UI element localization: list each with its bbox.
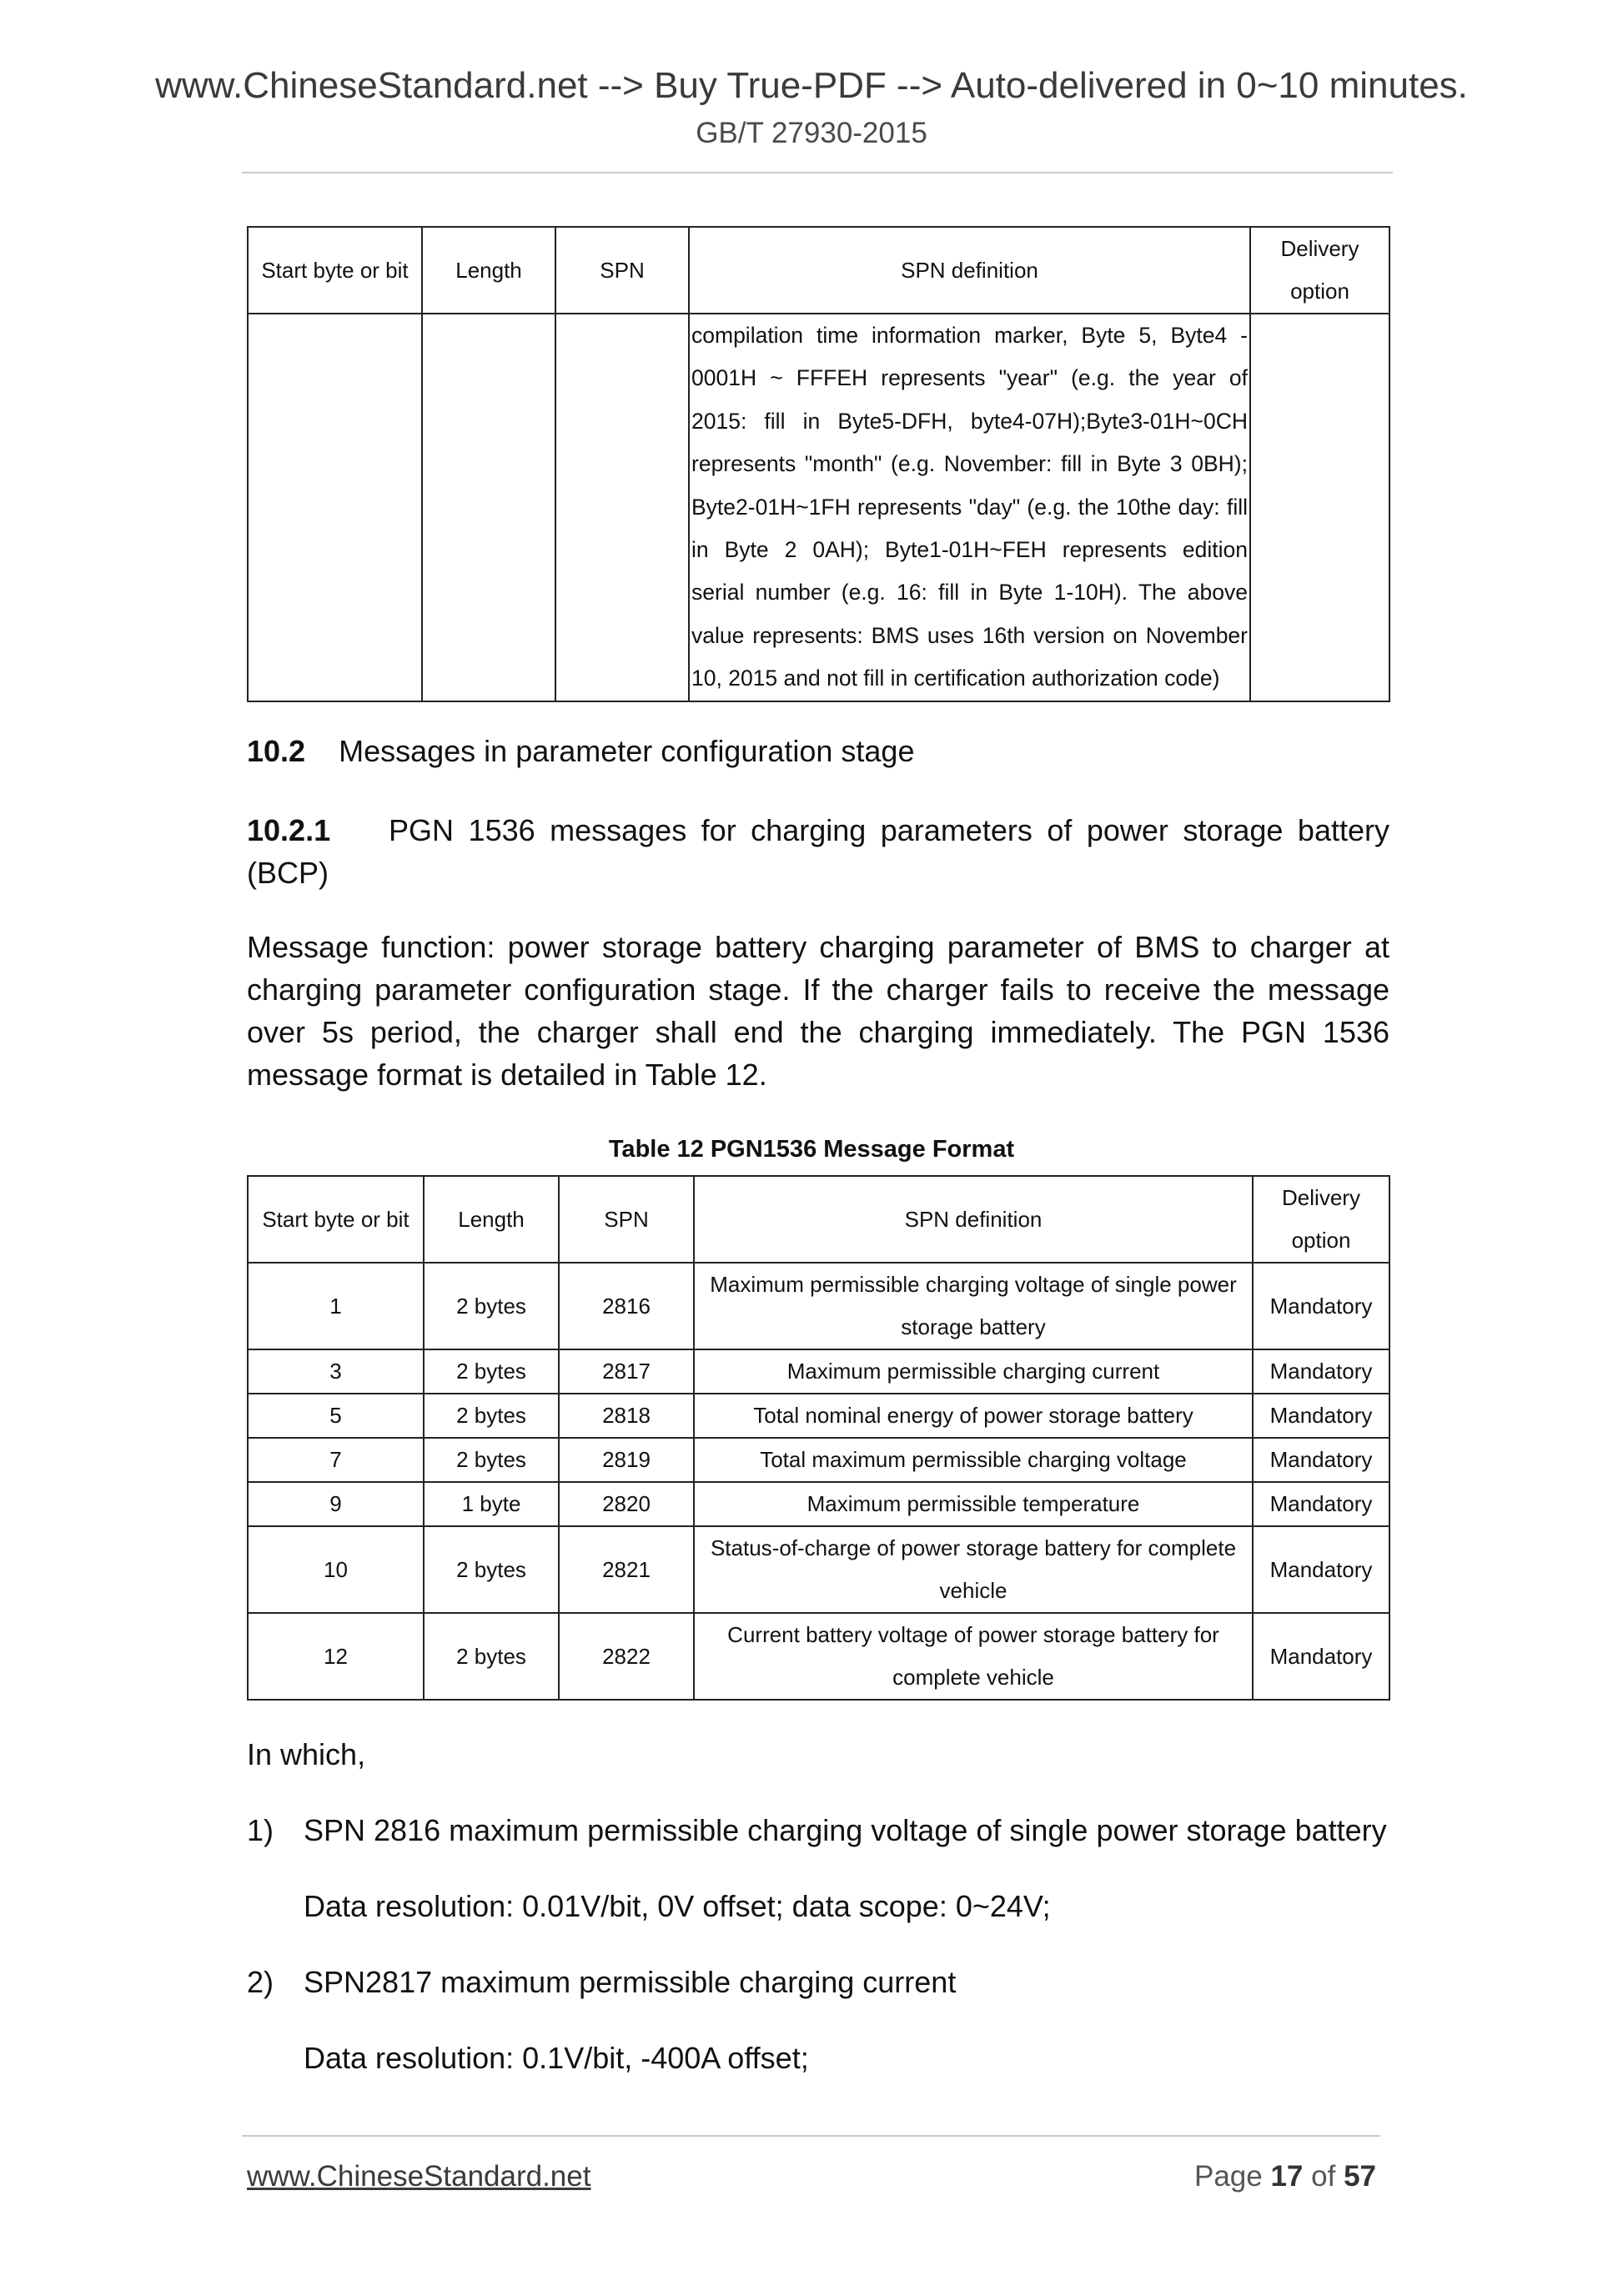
- cell-length: 2 bytes: [424, 1613, 559, 1700]
- col-header-definition: SPN definition: [694, 1176, 1253, 1263]
- cell-definition: Total maximum permissible charging voltage: [694, 1438, 1253, 1482]
- header-divider: [242, 172, 1393, 173]
- col-header-start: Start byte or bit: [248, 1176, 424, 1263]
- page-of: of: [1311, 2160, 1336, 2193]
- cell-definition: Current battery voltage of power storage battery for complete vehicle: [694, 1613, 1253, 1700]
- table-row: [248, 1526, 1389, 1613]
- definition-cell: compilation time information marker, Byte 5, Byte4 - 0001H ~ FFFEH represents "year" (e.g. the year of 2015: fill in Byte5-DFH, byte4-07H);Byte3-01H~0CH represents "month" (e.g. November: fill in Byte 3 0BH); Byte2-01H~1FH represents "day" (e.g. the 10the day: fill in Byte 2 0AH); Byte1-01H~FEH represents edition serial number (e.g. 16: fill in Byte 1-10H). The above value represents: BMS uses 16th version on November 10, 2015 and not fill in certification authorization code): [689, 314, 1250, 701]
- cell-definition: Status-of-charge of power storage battery for complete vehicle: [694, 1526, 1253, 1613]
- section-10-2-heading: [247, 734, 914, 769]
- col-header-spn: SPN: [555, 227, 689, 314]
- cell-length: 2 bytes: [424, 1263, 559, 1349]
- cell-spn: 2822: [559, 1613, 694, 1700]
- list-item-detail: Data resolution: 0.01V/bit, 0V offset; data scope: 0~24V;: [304, 1889, 1051, 1923]
- cell-definition: Maximum permissible charging current: [694, 1349, 1253, 1394]
- cell-definition: Maximum permissible charging voltage of single power storage battery: [694, 1263, 1253, 1349]
- cell-spn: 2816: [559, 1263, 694, 1349]
- table-row: [248, 1394, 1389, 1438]
- header-banner: www.ChineseStandard.net --> Buy True-PDF --> Auto-delivered in 0~10 minutes.: [155, 65, 1468, 106]
- cell-option: Mandatory: [1253, 1438, 1389, 1482]
- col-header-length: Length: [422, 227, 555, 314]
- message-function-paragraph: Message function: power storage battery charging parameter of BMS to charger at charging parameter configuration stage. If the charger fails to receive the message over 5s period, the charger shall end the charging immediately. The PGN 1536 message format is detailed in Table 12.: [247, 930, 1389, 1092]
- col-header-delivery: Delivery option: [1253, 1176, 1389, 1263]
- list-item-number: 1): [247, 1813, 274, 1847]
- table-row: [248, 1482, 1389, 1526]
- cell-option: Mandatory: [1253, 1263, 1389, 1349]
- footer-site-link[interactable]: www.ChineseStandard.net: [247, 2160, 591, 2193]
- cell-spn: 2818: [559, 1394, 694, 1438]
- cell-option: Mandatory: [1253, 1526, 1389, 1613]
- continued-table: [247, 226, 1390, 702]
- list-item-number: 2): [247, 1965, 274, 1999]
- page-total: 57: [1344, 2160, 1376, 2193]
- cell-start: 10: [248, 1526, 424, 1613]
- footer-divider: [242, 2135, 1380, 2137]
- page-current: 17: [1270, 2160, 1304, 2193]
- cell-definition: Maximum permissible temperature: [694, 1482, 1253, 1526]
- cell-start: 3: [248, 1349, 424, 1394]
- empty-cell: [555, 314, 689, 701]
- cell-length: 2 bytes: [424, 1349, 559, 1394]
- cell-option: Mandatory: [1253, 1349, 1389, 1394]
- cell-definition: Total nominal energy of power storage battery: [694, 1394, 1253, 1438]
- table-row: [248, 1613, 1389, 1700]
- col-header-spn: SPN: [559, 1176, 694, 1263]
- table-header-row: [248, 227, 1389, 314]
- section-title: PGN 1536 messages for charging parameters of power storage battery (BCP): [247, 813, 1389, 890]
- table-row: [248, 1263, 1389, 1349]
- table-row: [248, 314, 1389, 701]
- cell-length: 2 bytes: [424, 1438, 559, 1482]
- cell-start: 9: [248, 1482, 424, 1526]
- cell-spn: 2821: [559, 1526, 694, 1613]
- cell-start: 5: [248, 1394, 424, 1438]
- empty-cell: [1250, 314, 1389, 701]
- page-indicator: [1194, 2160, 1376, 2193]
- cell-length: 2 bytes: [424, 1394, 559, 1438]
- col-header-definition: SPN definition: [689, 227, 1250, 314]
- table-12: [247, 1175, 1390, 1701]
- section-number: 10.2: [247, 734, 306, 768]
- cell-spn: 2817: [559, 1349, 694, 1394]
- cell-length: 1 byte: [424, 1482, 559, 1526]
- empty-cell: [248, 314, 422, 701]
- page-label: Page: [1193, 2160, 1263, 2193]
- list-item-title: SPN 2816 maximum permissible charging voltage of single power storage battery: [304, 1813, 1387, 1847]
- cell-start: 12: [248, 1613, 424, 1700]
- list-item-detail: Data resolution: 0.1V/bit, -400A offset;: [304, 2041, 809, 2075]
- col-header-start: Start byte or bit: [248, 227, 422, 314]
- section-title: Messages in parameter configuration stage: [339, 734, 915, 768]
- empty-cell: [422, 314, 555, 701]
- cell-spn: 2819: [559, 1438, 694, 1482]
- section-number: 10.2.1: [247, 813, 331, 847]
- col-header-length: Length: [424, 1176, 559, 1263]
- col-header-delivery: Delivery option: [1250, 227, 1389, 314]
- cell-spn: 2820: [559, 1482, 694, 1526]
- cell-start: 1: [248, 1263, 424, 1349]
- cell-length: 2 bytes: [424, 1526, 559, 1613]
- table-row: [248, 1349, 1389, 1394]
- table-12-caption: Table 12 PGN1536 Message Format: [608, 1136, 1015, 1163]
- cell-option: Mandatory: [1253, 1394, 1389, 1438]
- standard-number: GB/T 27930-2015: [696, 117, 927, 149]
- table-row: [248, 1438, 1389, 1482]
- cell-option: Mandatory: [1253, 1482, 1389, 1526]
- in-which-text: In which,: [247, 1737, 366, 1771]
- table-header-row: [248, 1176, 1389, 1263]
- list-item-title: SPN2817 maximum permissible charging current: [304, 1965, 957, 1999]
- section-10-2-1-heading: [247, 809, 1389, 894]
- cell-option: Mandatory: [1253, 1613, 1389, 1700]
- cell-start: 7: [248, 1438, 424, 1482]
